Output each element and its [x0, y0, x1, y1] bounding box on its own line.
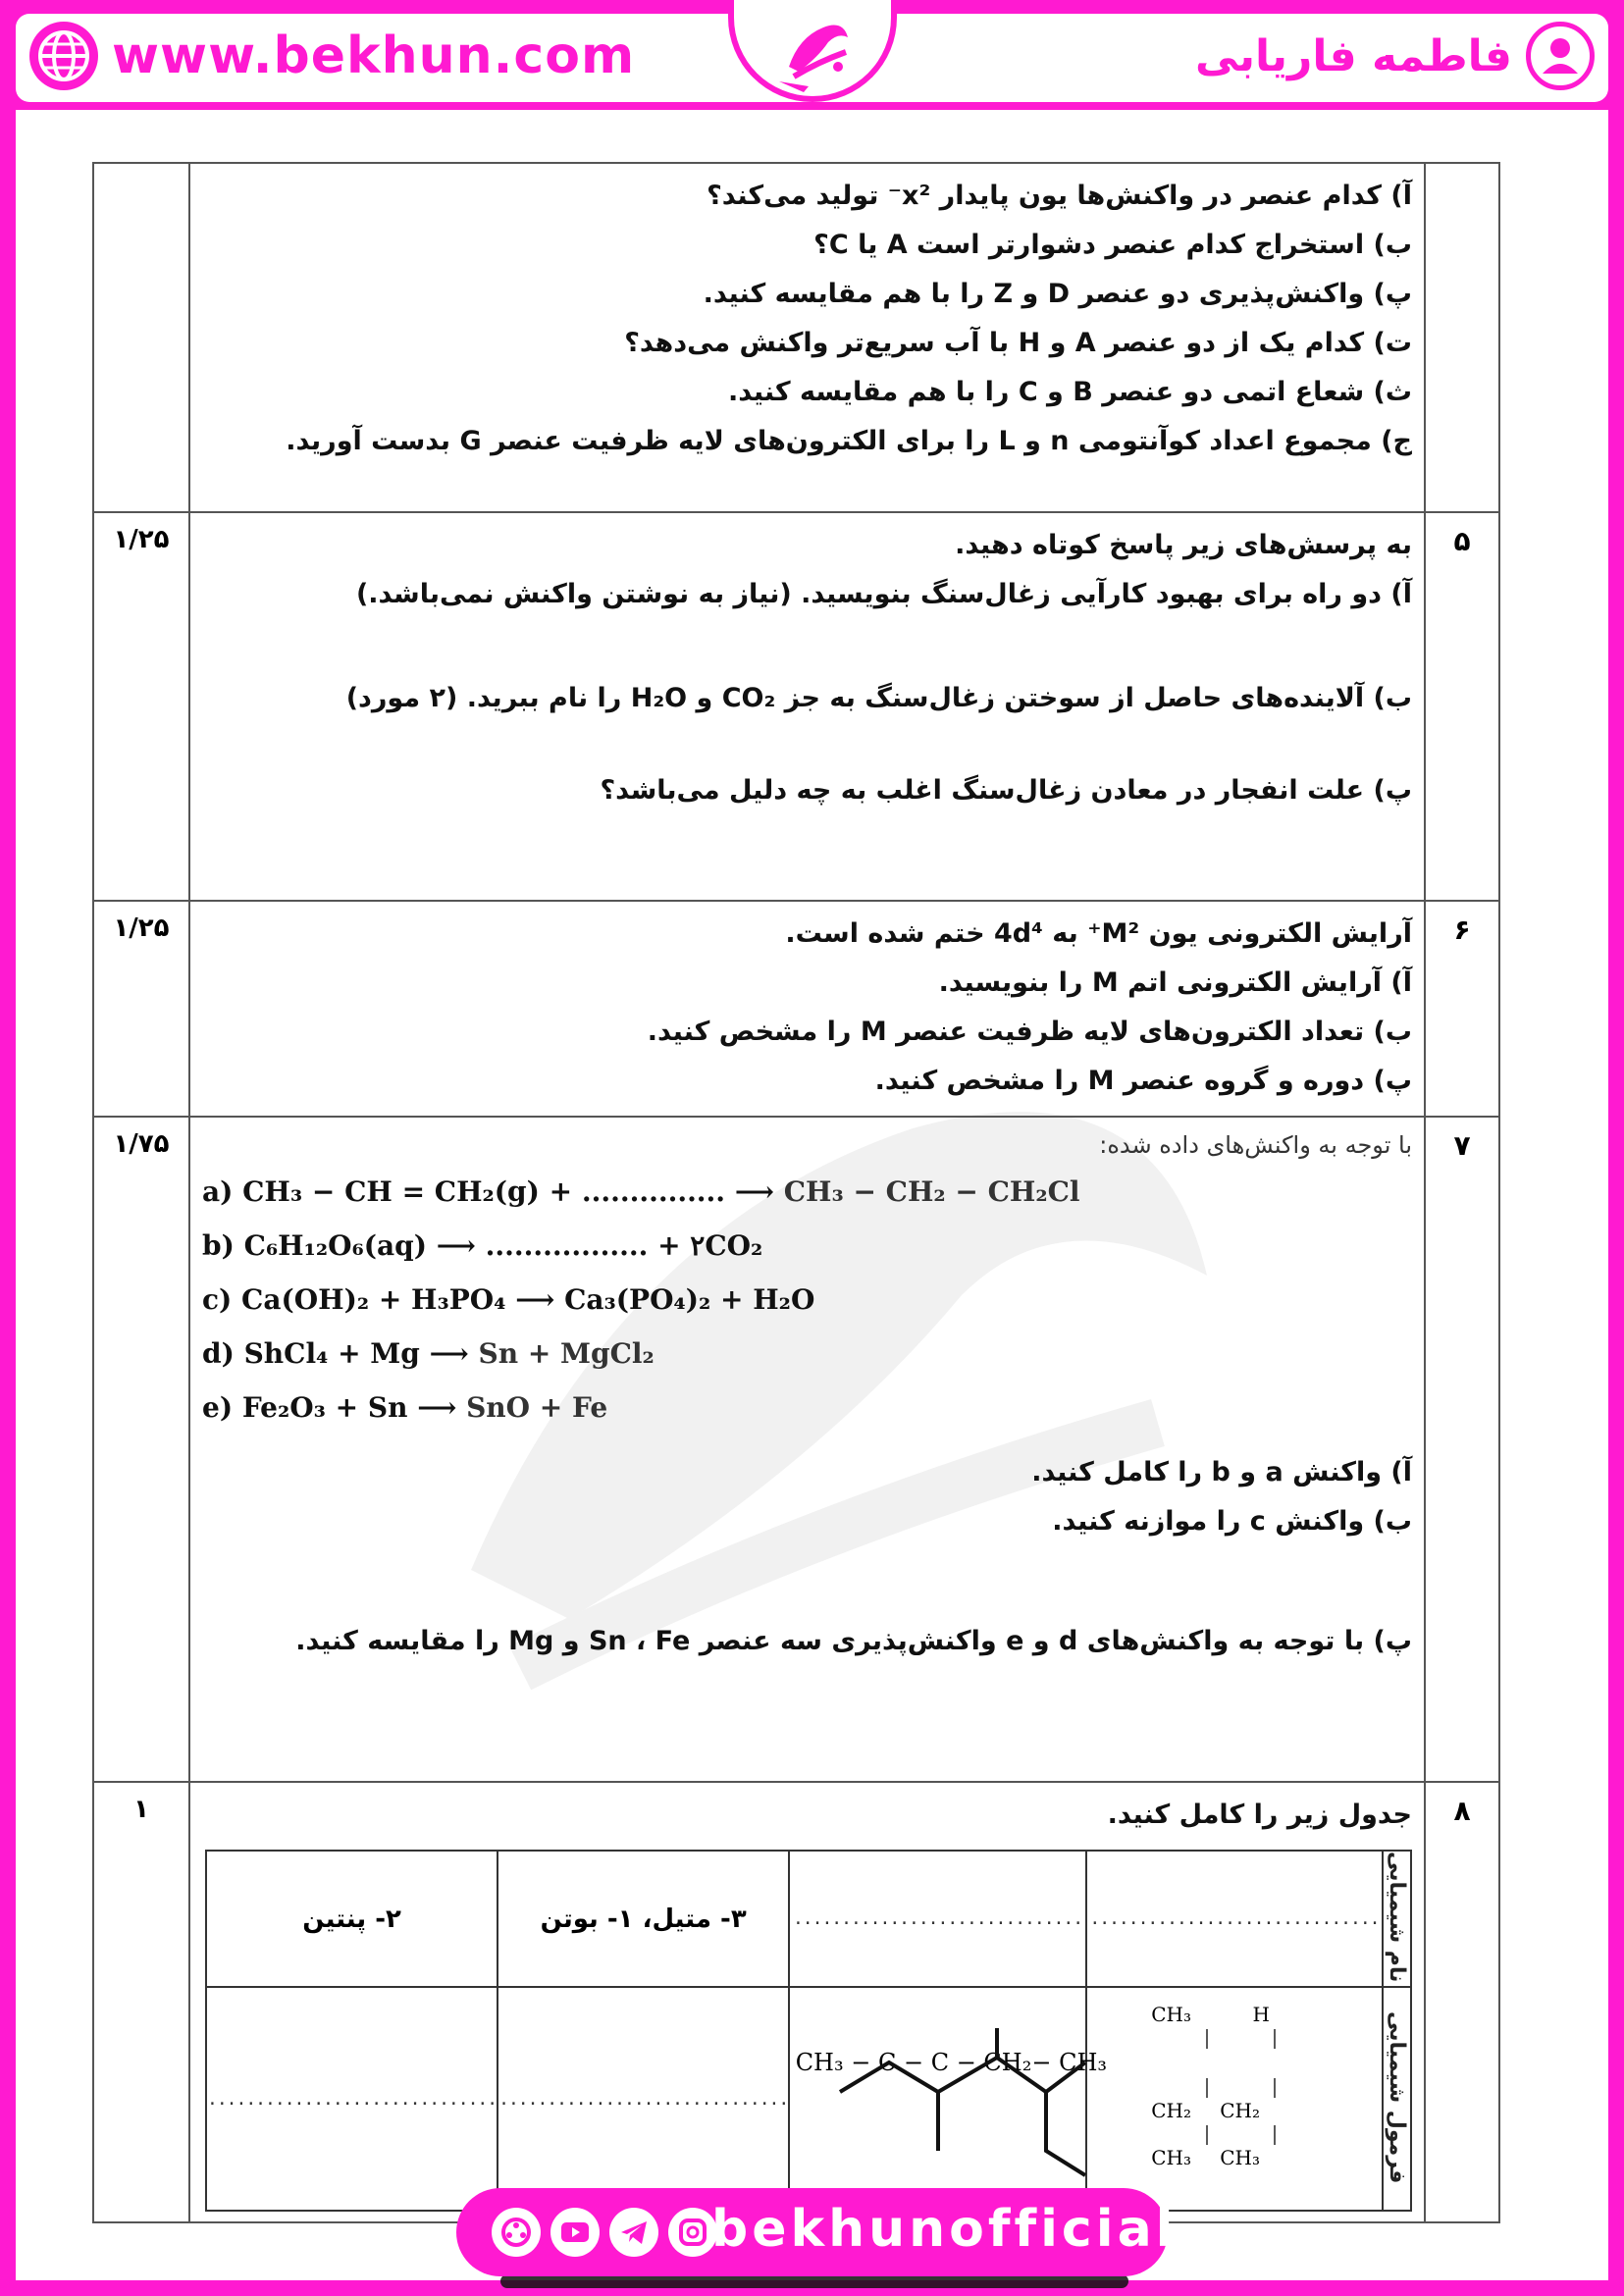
svg-text:CH₂: CH₂: [1220, 2099, 1260, 2123]
name-cell[interactable]: ..............................: [789, 1851, 1086, 1987]
question-number: ۷: [1425, 1117, 1499, 1782]
question-line: ت) کدام یک از دو عنصر A و H با آب سریع‌تر واکنش می‌دهد؟: [624, 328, 1412, 358]
question-line: آرایش الکترونی یون M²⁺ به 4d⁴ ختم شده است.: [785, 918, 1412, 949]
footer-social-bar: [456, 2188, 1178, 2276]
question-line: ب) واکنش c را موازنه کنید.: [1052, 1506, 1412, 1537]
question-line: پ) با توجه به واکنش‌های d و e واکنش‌پذیری سه عنصر Sn ، Fe و Mg را مقایسه کنید.: [295, 1626, 1412, 1656]
question-score: ۱: [93, 1782, 189, 2222]
svg-text:CH₃: CH₃: [1220, 2146, 1260, 2170]
question-line: آ) آرایش الکترونی اتم M را بنویسید.: [938, 967, 1412, 998]
name-cell: ۲- پنتین: [206, 1851, 498, 1987]
footer-shadow: [500, 2274, 1128, 2288]
svg-text:H: H: [1252, 2003, 1270, 2027]
question-line: پ) دوره و گروه عنصر M را مشخص کنید.: [874, 1066, 1412, 1096]
name-cell: ۳- متیل، ۱- بوتن: [498, 1851, 789, 1987]
reaction-c: c) Ca(OH)₂ + H₃PO₄ ⟶ Ca₃(PO₄)₂ + H₂O: [202, 1283, 815, 1316]
question-intro: با توجه به واکنش‌های داده شده:: [1099, 1131, 1412, 1159]
question-line: پ) واکنش‌پذیری دو عنصر D و Z را با هم مقایسه کنید.: [703, 279, 1412, 309]
question-line: ب) آلاینده‌های حاصل از سوختن زغال‌سنگ به جز CO₂ و H₂O را نام ببرید. (۲ مورد): [345, 683, 1412, 713]
question-line: پ) علت انفجار در معادن زغال‌سنگ اغلب به چه دلیل می‌باشد؟: [600, 775, 1412, 806]
instagram-icon[interactable]: [668, 2208, 717, 2257]
formula-cell[interactable]: ..............................: [498, 1987, 789, 2211]
formula-cell[interactable]: ..............................: [206, 1987, 498, 2211]
social-handle[interactable]: bekhunofficial: [711, 2200, 1178, 2259]
question-number: ۸: [1425, 1782, 1499, 2222]
question-line: آ) دو راه برای بهبود کارآیی زغال‌سنگ بنویسید. (نیاز به نوشتن واکنش نمی‌باشد.): [355, 579, 1412, 609]
aparat-icon[interactable]: [492, 2208, 541, 2257]
row-header: فرمول شیمیایی: [1383, 1987, 1411, 2211]
question-line: آ) کدام عنصر در واکنش‌ها یون پایدار x²⁻ تولید می‌کند؟: [707, 181, 1412, 211]
question-number: ۶: [1425, 901, 1499, 1117]
question-intro: جدول زیر را کامل کنید.: [1107, 1800, 1412, 1830]
reaction-b: b) C₆H₁₂O₆(aq) ⟶ ................. + ۲CO₂: [202, 1229, 763, 1262]
website-text: www.bekhun.com: [112, 26, 636, 85]
question-line: آ) واکنش a و b را کامل کنید.: [1031, 1457, 1412, 1487]
svg-text:CH₃: CH₃: [1151, 2003, 1191, 2027]
social-icons: [492, 2208, 717, 2257]
row-header: نام شیمیایی: [1383, 1851, 1411, 1987]
svg-text:CH₃ − C − C − CH₂− CH₃: CH₃ − C − C − CH₂− CH₃: [795, 2049, 1107, 2077]
question-score: ۱/۲۵: [93, 901, 189, 1117]
question-line: ب) استخراج کدام عنصر دشوارتر است A یا C؟: [813, 230, 1412, 260]
question-score: ۱/۲۵: [93, 512, 189, 901]
question-line: ج) مجموع اعداد کوآنتومی n و L را برای الکترون‌های لایه ظرفیت عنصر G بدست آورید.: [286, 426, 1412, 456]
question-line: به پرسش‌های زیر پاسخ کوتاه دهید.: [955, 530, 1412, 560]
reaction-d: d) ShCl₄ + Mg ⟶ Sn + MgCl₂: [202, 1337, 655, 1370]
youtube-icon[interactable]: [550, 2208, 600, 2257]
question-line: ث) شعاع اتمی دو عنصر B و C را با هم مقایسه کنید.: [727, 377, 1412, 407]
svg-text:CH₂: CH₂: [1151, 2099, 1191, 2123]
question-number: ۵: [1425, 512, 1499, 901]
telegram-icon[interactable]: [609, 2208, 658, 2257]
author-name: فاطمه فاریابی: [1194, 30, 1512, 81]
name-cell[interactable]: ..............................: [1086, 1851, 1383, 1987]
reaction-e: e) Fe₂O₃ + Sn ⟶ SnO + Fe: [202, 1391, 608, 1424]
question-line: ب) تعداد الکترون‌های لایه ظرفیت عنصر M را مشخص کنید.: [647, 1017, 1412, 1047]
svg-text:CH₃: CH₃: [1151, 2146, 1191, 2170]
reaction-a: a) CH₃ − CH = CH₂(g) + ............... ⟶ CH₃ − CH₂ − CH₂Cl: [202, 1175, 1080, 1208]
question-score: ۱/۷۵: [93, 1117, 189, 1782]
